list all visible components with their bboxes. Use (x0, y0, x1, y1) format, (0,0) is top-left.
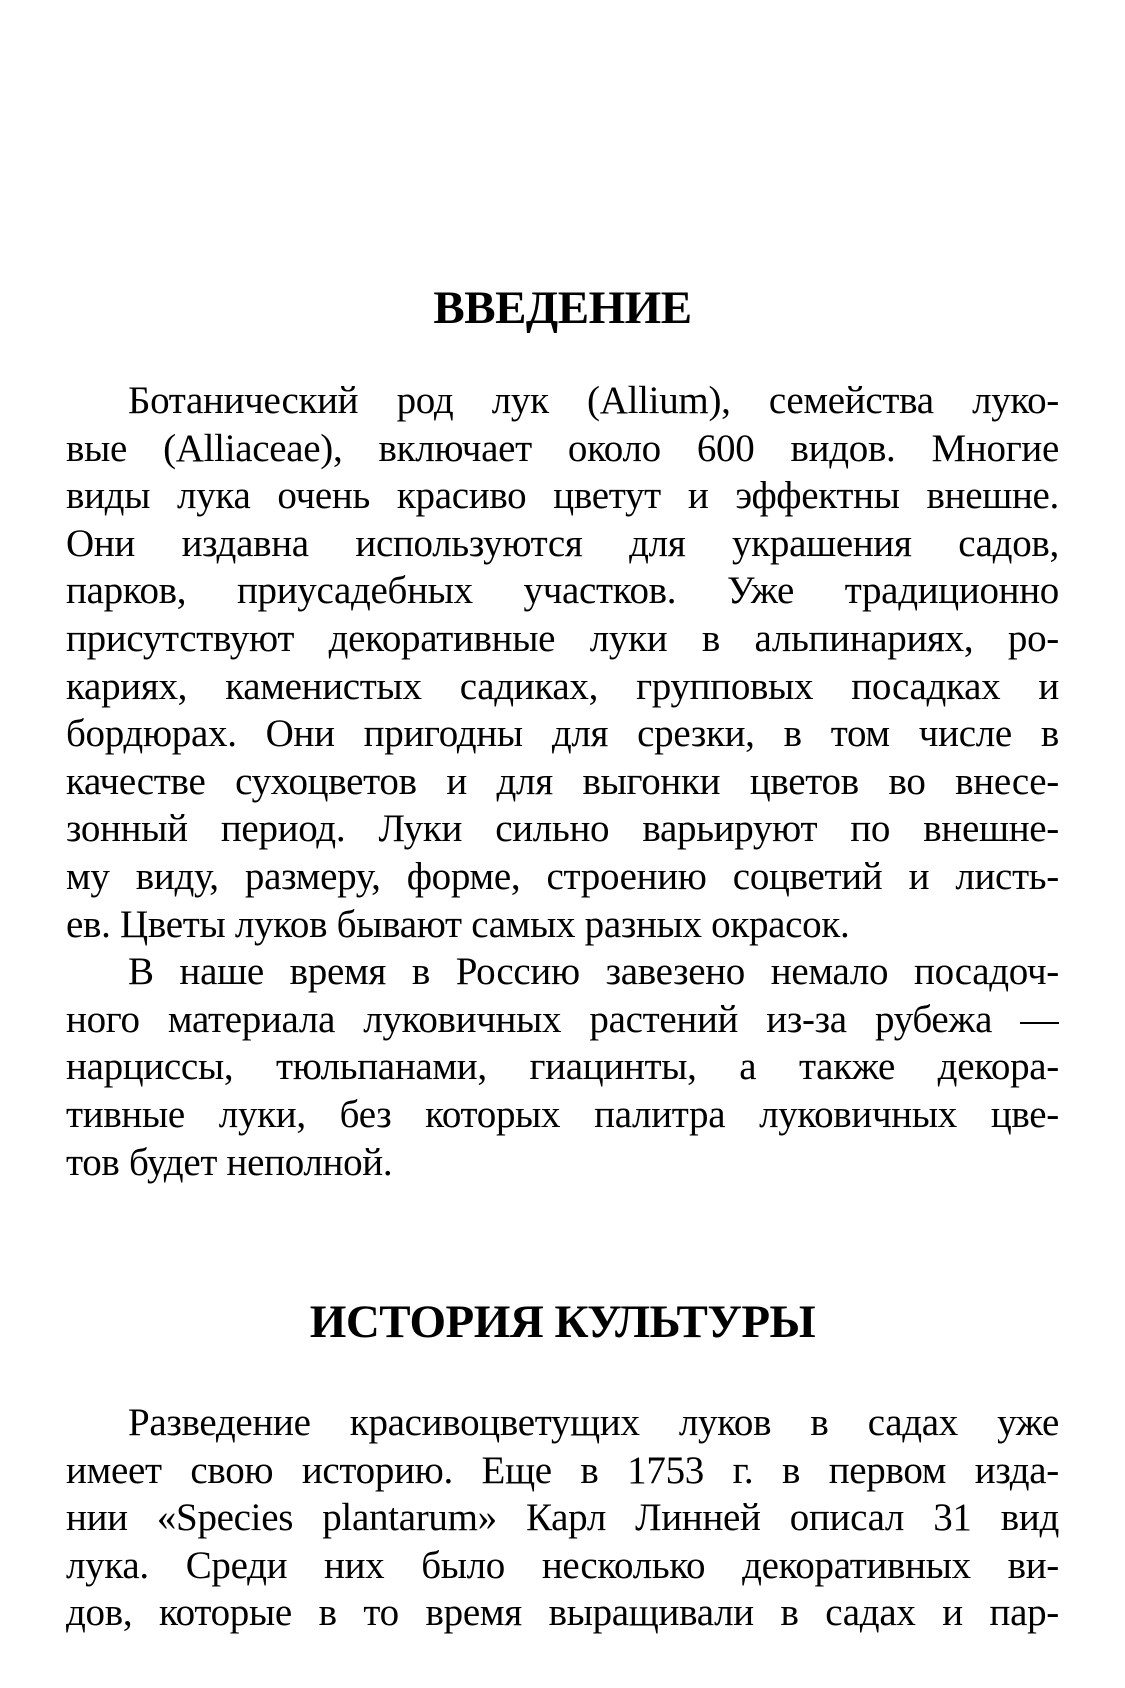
text-line: имеет свою историю. Еще в 1753 г. в первом изда- (66, 1448, 1059, 1492)
text-line: нии «Species plantarum» Карл Линней описал 31 вид (66, 1496, 1059, 1540)
text-line: бордюрах. Они пригодны для срезки, в том числе в (66, 712, 1059, 756)
text-line: тивные луки, без которых палитра луковичных цве- (66, 1092, 1059, 1136)
text-line: кариях, каменистых садиках, групповых посадках и (66, 664, 1059, 708)
section-heading-introduction: ВВЕДЕНИЕ (433, 282, 692, 334)
text-line: нарциссы, тюльпанами, гиацинты, а также декора- (66, 1045, 1059, 1089)
text-line: дов, которые в то время выращивали в садах и пар- (66, 1591, 1059, 1635)
book-page (66, 0, 1059, 1688)
text-line: Они издавна используются для украшения садов, (66, 521, 1059, 565)
text-line: вые (Alliaceae), включает около 600 видов. Многие (66, 426, 1059, 470)
text-line: присутствуют декоративные луки в альпинариях, ро- (66, 616, 1059, 660)
text-line: парков, приусадебных участков. Уже традиционно (66, 569, 1059, 613)
text-line: му виду, размеру, форме, строению соцветий и листь- (66, 854, 1059, 898)
text-line: Ботанический род лук (Allium), семейства луко- (128, 379, 1059, 422)
text-line: ев. Цветы луков бывают самых разных окрасок. (66, 902, 850, 946)
text-line: тов будет неполной. (66, 1140, 393, 1184)
introduction-text (66, 377, 1059, 1186)
text-line: виды лука очень красиво цветут и эффектны внешне. (66, 474, 1059, 518)
section-heading-history: ИСТОРИЯ КУЛЬТУРЫ (309, 1296, 816, 1348)
text-line: лука. Среди них было несколько декоративных ви- (66, 1543, 1059, 1587)
text-line: В наше время в Россию завезено немало посадоч- (128, 950, 1059, 994)
text-line: ного материала луковичных растений из-за рубежа — (66, 997, 1059, 1041)
text-line: зонный период. Луки сильно варьируют по внешне- (66, 807, 1059, 851)
text-line: Разведение красивоцветущих луков в садах уже (128, 1401, 1059, 1444)
text-line: качестве сухоцветов и для выгонки цветов во внесе- (66, 759, 1059, 803)
history-text (66, 1399, 1059, 1637)
